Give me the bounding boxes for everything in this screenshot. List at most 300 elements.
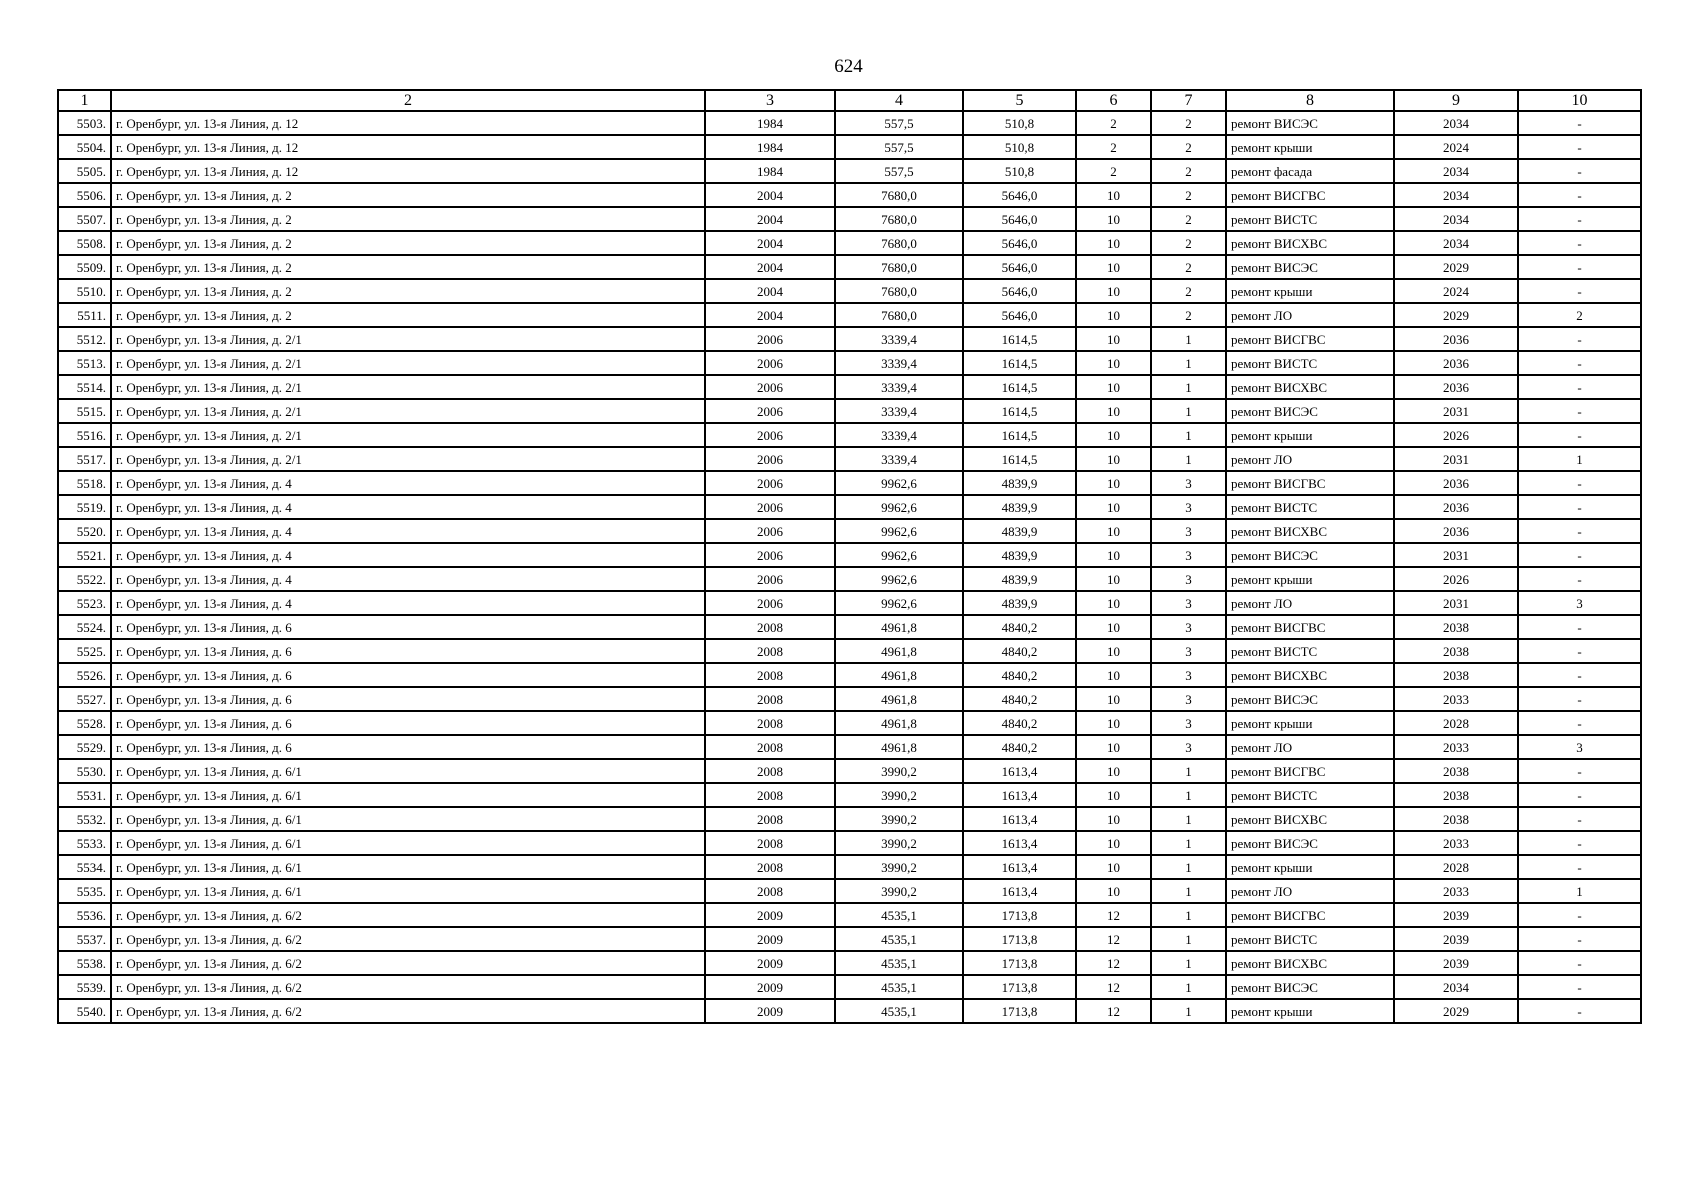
cell-row-number: 5540. (58, 999, 111, 1023)
cell-total-area: 9962,6 (835, 471, 963, 495)
cell-total-area: 3990,2 (835, 831, 963, 855)
cell-planned-year: 2029 (1394, 255, 1518, 279)
cell-living-area: 4839,9 (963, 471, 1076, 495)
cell-total-area: 4961,8 (835, 711, 963, 735)
cell-row-number: 5519. (58, 495, 111, 519)
cell-work-type: ремонт крыши (1226, 279, 1394, 303)
cell-planned-year: 2026 (1394, 567, 1518, 591)
cell-elevator-count: - (1518, 975, 1641, 999)
cell-floors: 10 (1076, 831, 1151, 855)
cell-planned-year: 2039 (1394, 927, 1518, 951)
cell-row-number: 5512. (58, 327, 111, 351)
cell-row-number: 5531. (58, 783, 111, 807)
cell-row-number: 5515. (58, 399, 111, 423)
cell-row-number: 5526. (58, 663, 111, 687)
cell-year-built: 2008 (705, 663, 835, 687)
cell-planned-year: 2038 (1394, 663, 1518, 687)
cell-planned-year: 2039 (1394, 951, 1518, 975)
cell-entrances: 1 (1151, 999, 1226, 1023)
table-row (58, 183, 1641, 207)
cell-address: г. Оренбург, ул. 13-я Линия, д. 6 (111, 687, 705, 711)
cell-work-type: ремонт крыши (1226, 999, 1394, 1023)
cell-row-number: 5522. (58, 567, 111, 591)
cell-address: г. Оренбург, ул. 13-я Линия, д. 2 (111, 183, 705, 207)
cell-floors: 10 (1076, 375, 1151, 399)
cell-entrances: 3 (1151, 543, 1226, 567)
cell-planned-year: 2031 (1394, 543, 1518, 567)
cell-total-area: 3339,4 (835, 351, 963, 375)
cell-year-built: 2008 (705, 855, 835, 879)
cell-entrances: 3 (1151, 735, 1226, 759)
cell-year-built: 2004 (705, 255, 835, 279)
cell-elevator-count: - (1518, 759, 1641, 783)
cell-planned-year: 2036 (1394, 495, 1518, 519)
cell-total-area: 3339,4 (835, 447, 963, 471)
cell-address: г. Оренбург, ул. 13-я Линия, д. 6/2 (111, 903, 705, 927)
cell-address: г. Оренбург, ул. 13-я Линия, д. 12 (111, 111, 705, 135)
cell-elevator-count: - (1518, 567, 1641, 591)
cell-planned-year: 2038 (1394, 759, 1518, 783)
column-header: 7 (1151, 90, 1226, 111)
cell-row-number: 5511. (58, 303, 111, 327)
cell-living-area: 4839,9 (963, 543, 1076, 567)
cell-row-number: 5514. (58, 375, 111, 399)
table-row (58, 351, 1641, 375)
cell-elevator-count: 1 (1518, 879, 1641, 903)
column-header: 10 (1518, 90, 1641, 111)
cell-planned-year: 2038 (1394, 783, 1518, 807)
cell-planned-year: 2028 (1394, 855, 1518, 879)
cell-planned-year: 2033 (1394, 735, 1518, 759)
cell-entrances: 1 (1151, 927, 1226, 951)
cell-elevator-count: - (1518, 639, 1641, 663)
cell-living-area: 1713,8 (963, 999, 1076, 1023)
cell-entrances: 2 (1151, 231, 1226, 255)
cell-address: г. Оренбург, ул. 13-я Линия, д. 2 (111, 303, 705, 327)
cell-year-built: 1984 (705, 135, 835, 159)
cell-row-number: 5518. (58, 471, 111, 495)
cell-planned-year: 2029 (1394, 303, 1518, 327)
cell-elevator-count: - (1518, 351, 1641, 375)
cell-floors: 10 (1076, 495, 1151, 519)
cell-year-built: 2008 (705, 783, 835, 807)
cell-floors: 10 (1076, 399, 1151, 423)
cell-address: г. Оренбург, ул. 13-я Линия, д. 2/1 (111, 375, 705, 399)
cell-total-area: 7680,0 (835, 231, 963, 255)
cell-row-number: 5520. (58, 519, 111, 543)
cell-work-type: ремонт ЛО (1226, 735, 1394, 759)
cell-living-area: 4840,2 (963, 687, 1076, 711)
cell-entrances: 1 (1151, 423, 1226, 447)
cell-work-type: ремонт ВИСТС (1226, 495, 1394, 519)
cell-total-area: 7680,0 (835, 279, 963, 303)
cell-row-number: 5529. (58, 735, 111, 759)
cell-floors: 2 (1076, 135, 1151, 159)
cell-address: г. Оренбург, ул. 13-я Линия, д. 4 (111, 495, 705, 519)
table-row (58, 495, 1641, 519)
table-row (58, 207, 1641, 231)
cell-work-type: ремонт ВИСГВС (1226, 327, 1394, 351)
cell-living-area: 1613,4 (963, 831, 1076, 855)
table-row (58, 759, 1641, 783)
cell-planned-year: 2038 (1394, 807, 1518, 831)
cell-work-type: ремонт крыши (1226, 711, 1394, 735)
cell-address: г. Оренбург, ул. 13-я Линия, д. 6 (111, 711, 705, 735)
table-row (58, 159, 1641, 183)
cell-work-type: ремонт ЛО (1226, 879, 1394, 903)
cell-address: г. Оренбург, ул. 13-я Линия, д. 4 (111, 591, 705, 615)
cell-floors: 12 (1076, 927, 1151, 951)
cell-total-area: 7680,0 (835, 303, 963, 327)
cell-year-built: 2009 (705, 951, 835, 975)
cell-elevator-count: - (1518, 663, 1641, 687)
cell-entrances: 2 (1151, 255, 1226, 279)
cell-work-type: ремонт фасада (1226, 159, 1394, 183)
cell-work-type: ремонт ВИСЭС (1226, 831, 1394, 855)
cell-work-type: ремонт ВИСХВС (1226, 375, 1394, 399)
cell-floors: 10 (1076, 879, 1151, 903)
cell-floors: 10 (1076, 711, 1151, 735)
cell-planned-year: 2034 (1394, 183, 1518, 207)
cell-floors: 10 (1076, 735, 1151, 759)
cell-living-area: 1614,5 (963, 327, 1076, 351)
cell-living-area: 1614,5 (963, 375, 1076, 399)
table-row (58, 567, 1641, 591)
cell-address: г. Оренбург, ул. 13-я Линия, д. 6/2 (111, 951, 705, 975)
cell-work-type: ремонт ЛО (1226, 303, 1394, 327)
cell-living-area: 510,8 (963, 159, 1076, 183)
cell-work-type: ремонт ВИСХВС (1226, 663, 1394, 687)
cell-total-area: 3339,4 (835, 327, 963, 351)
cell-planned-year: 2029 (1394, 999, 1518, 1023)
cell-row-number: 5534. (58, 855, 111, 879)
cell-row-number: 5530. (58, 759, 111, 783)
cell-elevator-count: - (1518, 255, 1641, 279)
cell-address: г. Оренбург, ул. 13-я Линия, д. 2 (111, 207, 705, 231)
cell-living-area: 1713,8 (963, 903, 1076, 927)
cell-total-area: 7680,0 (835, 255, 963, 279)
cell-planned-year: 2036 (1394, 375, 1518, 399)
cell-total-area: 3339,4 (835, 423, 963, 447)
cell-address: г. Оренбург, ул. 13-я Линия, д. 6 (111, 639, 705, 663)
cell-row-number: 5508. (58, 231, 111, 255)
column-header: 6 (1076, 90, 1151, 111)
cell-living-area: 5646,0 (963, 231, 1076, 255)
cell-total-area: 9962,6 (835, 567, 963, 591)
cell-year-built: 2008 (705, 759, 835, 783)
cell-total-area: 9962,6 (835, 591, 963, 615)
cell-living-area: 1713,8 (963, 927, 1076, 951)
cell-planned-year: 2034 (1394, 975, 1518, 999)
cell-address: г. Оренбург, ул. 13-я Линия, д. 6 (111, 615, 705, 639)
cell-year-built: 2009 (705, 927, 835, 951)
cell-floors: 10 (1076, 519, 1151, 543)
cell-year-built: 2009 (705, 903, 835, 927)
cell-total-area: 557,5 (835, 135, 963, 159)
cell-elevator-count: - (1518, 183, 1641, 207)
cell-living-area: 4840,2 (963, 735, 1076, 759)
cell-year-built: 2008 (705, 639, 835, 663)
cell-planned-year: 2034 (1394, 111, 1518, 135)
cell-year-built: 2006 (705, 591, 835, 615)
cell-floors: 10 (1076, 207, 1151, 231)
cell-row-number: 5504. (58, 135, 111, 159)
cell-entrances: 3 (1151, 687, 1226, 711)
cell-living-area: 1613,4 (963, 759, 1076, 783)
cell-row-number: 5521. (58, 543, 111, 567)
cell-planned-year: 2034 (1394, 207, 1518, 231)
table-row (58, 807, 1641, 831)
cell-elevator-count: - (1518, 903, 1641, 927)
cell-planned-year: 2024 (1394, 279, 1518, 303)
cell-address: г. Оренбург, ул. 13-я Линия, д. 12 (111, 135, 705, 159)
cell-planned-year: 2036 (1394, 351, 1518, 375)
cell-entrances: 2 (1151, 111, 1226, 135)
cell-floors: 10 (1076, 279, 1151, 303)
cell-floors: 12 (1076, 999, 1151, 1023)
table-row (58, 111, 1641, 135)
cell-living-area: 4839,9 (963, 567, 1076, 591)
table-row (58, 639, 1641, 663)
cell-entrances: 1 (1151, 951, 1226, 975)
cell-living-area: 4839,9 (963, 591, 1076, 615)
cell-total-area: 3339,4 (835, 375, 963, 399)
cell-floors: 10 (1076, 687, 1151, 711)
table-row (58, 231, 1641, 255)
cell-work-type: ремонт ВИСТС (1226, 927, 1394, 951)
cell-living-area: 1713,8 (963, 975, 1076, 999)
cell-entrances: 1 (1151, 831, 1226, 855)
cell-address: г. Оренбург, ул. 13-я Линия, д. 6/1 (111, 759, 705, 783)
cell-total-area: 4961,8 (835, 735, 963, 759)
table-row (58, 927, 1641, 951)
cell-work-type: ремонт ВИСХВС (1226, 231, 1394, 255)
cell-year-built: 2006 (705, 447, 835, 471)
cell-elevator-count: - (1518, 519, 1641, 543)
cell-planned-year: 2036 (1394, 327, 1518, 351)
cell-floors: 10 (1076, 759, 1151, 783)
cell-entrances: 1 (1151, 855, 1226, 879)
cell-year-built: 2006 (705, 399, 835, 423)
cell-total-area: 3990,2 (835, 759, 963, 783)
cell-total-area: 4535,1 (835, 903, 963, 927)
table-body (58, 111, 1641, 1023)
cell-year-built: 2008 (705, 615, 835, 639)
cell-floors: 10 (1076, 663, 1151, 687)
cell-elevator-count: - (1518, 495, 1641, 519)
cell-elevator-count: 3 (1518, 735, 1641, 759)
cell-row-number: 5535. (58, 879, 111, 903)
cell-work-type: ремонт крыши (1226, 567, 1394, 591)
cell-row-number: 5505. (58, 159, 111, 183)
cell-planned-year: 2031 (1394, 399, 1518, 423)
cell-total-area: 3339,4 (835, 399, 963, 423)
cell-year-built: 2008 (705, 807, 835, 831)
table-row (58, 591, 1641, 615)
cell-row-number: 5510. (58, 279, 111, 303)
cell-elevator-count: - (1518, 111, 1641, 135)
cell-row-number: 5513. (58, 351, 111, 375)
cell-living-area: 4840,2 (963, 639, 1076, 663)
cell-year-built: 2006 (705, 519, 835, 543)
table-row (58, 879, 1641, 903)
page-number: 624 (834, 56, 863, 77)
cell-address: г. Оренбург, ул. 13-я Линия, д. 6 (111, 663, 705, 687)
cell-work-type: ремонт ВИСЭС (1226, 255, 1394, 279)
cell-work-type: ремонт ВИСГВС (1226, 615, 1394, 639)
cell-planned-year: 2033 (1394, 831, 1518, 855)
table-row (58, 519, 1641, 543)
cell-address: г. Оренбург, ул. 13-я Линия, д. 6/2 (111, 999, 705, 1023)
cell-elevator-count: - (1518, 615, 1641, 639)
cell-living-area: 510,8 (963, 135, 1076, 159)
cell-elevator-count: - (1518, 855, 1641, 879)
cell-year-built: 2008 (705, 687, 835, 711)
cell-entrances: 1 (1151, 807, 1226, 831)
cell-year-built: 2008 (705, 879, 835, 903)
cell-elevator-count: - (1518, 423, 1641, 447)
cell-entrances: 3 (1151, 519, 1226, 543)
cell-total-area: 3990,2 (835, 783, 963, 807)
cell-elevator-count: - (1518, 471, 1641, 495)
column-header: 8 (1226, 90, 1394, 111)
cell-entrances: 1 (1151, 879, 1226, 903)
column-number-row (58, 90, 1641, 111)
cell-planned-year: 2031 (1394, 591, 1518, 615)
cell-elevator-count: - (1518, 783, 1641, 807)
cell-year-built: 2009 (705, 999, 835, 1023)
cell-year-built: 1984 (705, 159, 835, 183)
cell-work-type: ремонт ВИСЭС (1226, 543, 1394, 567)
cell-elevator-count: - (1518, 159, 1641, 183)
cell-address: г. Оренбург, ул. 13-я Линия, д. 6/1 (111, 855, 705, 879)
cell-floors: 10 (1076, 423, 1151, 447)
cell-address: г. Оренбург, ул. 13-я Линия, д. 6/1 (111, 783, 705, 807)
cell-living-area: 1613,4 (963, 855, 1076, 879)
cell-floors: 10 (1076, 807, 1151, 831)
cell-living-area: 5646,0 (963, 207, 1076, 231)
cell-floors: 10 (1076, 183, 1151, 207)
cell-elevator-count: - (1518, 711, 1641, 735)
cell-entrances: 3 (1151, 591, 1226, 615)
cell-living-area: 5646,0 (963, 255, 1076, 279)
cell-work-type: ремонт ВИСЭС (1226, 399, 1394, 423)
cell-entrances: 3 (1151, 471, 1226, 495)
cell-floors: 10 (1076, 351, 1151, 375)
cell-entrances: 3 (1151, 711, 1226, 735)
column-header: 2 (111, 90, 705, 111)
table-row (58, 279, 1641, 303)
cell-work-type: ремонт ВИСТС (1226, 207, 1394, 231)
cell-planned-year: 2038 (1394, 639, 1518, 663)
cell-floors: 2 (1076, 159, 1151, 183)
cell-entrances: 3 (1151, 615, 1226, 639)
cell-year-built: 2004 (705, 303, 835, 327)
cell-entrances: 2 (1151, 207, 1226, 231)
cell-address: г. Оренбург, ул. 13-я Линия, д. 6/1 (111, 879, 705, 903)
cell-address: г. Оренбург, ул. 13-я Линия, д. 2/1 (111, 399, 705, 423)
cell-living-area: 1713,8 (963, 951, 1076, 975)
repair-schedule-table (57, 89, 1642, 1024)
cell-work-type: ремонт ВИСГВС (1226, 759, 1394, 783)
cell-year-built: 2006 (705, 351, 835, 375)
cell-work-type: ремонт ВИСХВС (1226, 519, 1394, 543)
table-row (58, 663, 1641, 687)
cell-address: г. Оренбург, ул. 13-я Линия, д. 2/1 (111, 423, 705, 447)
cell-total-area: 3990,2 (835, 879, 963, 903)
cell-elevator-count: - (1518, 279, 1641, 303)
table-row (58, 375, 1641, 399)
cell-total-area: 9962,6 (835, 519, 963, 543)
cell-address: г. Оренбург, ул. 13-я Линия, д. 4 (111, 519, 705, 543)
table-row (58, 783, 1641, 807)
cell-elevator-count: - (1518, 135, 1641, 159)
cell-entrances: 3 (1151, 567, 1226, 591)
cell-work-type: ремонт ВИСЭС (1226, 687, 1394, 711)
cell-living-area: 4839,9 (963, 495, 1076, 519)
cell-floors: 10 (1076, 783, 1151, 807)
cell-total-area: 9962,6 (835, 495, 963, 519)
table-row (58, 687, 1641, 711)
cell-elevator-count: 3 (1518, 591, 1641, 615)
cell-work-type: ремонт ВИСТС (1226, 351, 1394, 375)
cell-work-type: ремонт ЛО (1226, 591, 1394, 615)
cell-floors: 10 (1076, 231, 1151, 255)
cell-work-type: ремонт ВИСГВС (1226, 903, 1394, 927)
cell-work-type: ремонт ВИСГВС (1226, 183, 1394, 207)
cell-year-built: 2006 (705, 471, 835, 495)
cell-elevator-count: - (1518, 999, 1641, 1023)
column-header: 9 (1394, 90, 1518, 111)
cell-planned-year: 2038 (1394, 615, 1518, 639)
cell-row-number: 5527. (58, 687, 111, 711)
cell-total-area: 3990,2 (835, 807, 963, 831)
cell-floors: 10 (1076, 303, 1151, 327)
cell-year-built: 2008 (705, 831, 835, 855)
cell-year-built: 2004 (705, 207, 835, 231)
cell-floors: 10 (1076, 327, 1151, 351)
cell-elevator-count: - (1518, 927, 1641, 951)
cell-row-number: 5509. (58, 255, 111, 279)
table-row (58, 135, 1641, 159)
cell-row-number: 5532. (58, 807, 111, 831)
cell-row-number: 5523. (58, 591, 111, 615)
cell-year-built: 2009 (705, 975, 835, 999)
cell-planned-year: 2033 (1394, 687, 1518, 711)
table-row (58, 543, 1641, 567)
cell-work-type: ремонт ЛО (1226, 447, 1394, 471)
cell-row-number: 5539. (58, 975, 111, 999)
table-row (58, 303, 1641, 327)
cell-living-area: 1614,5 (963, 399, 1076, 423)
cell-living-area: 4840,2 (963, 663, 1076, 687)
cell-year-built: 2004 (705, 183, 835, 207)
cell-row-number: 5507. (58, 207, 111, 231)
cell-living-area: 1614,5 (963, 351, 1076, 375)
cell-entrances: 1 (1151, 399, 1226, 423)
cell-work-type: ремонт крыши (1226, 135, 1394, 159)
cell-planned-year: 2036 (1394, 471, 1518, 495)
cell-entrances: 1 (1151, 351, 1226, 375)
cell-planned-year: 2036 (1394, 519, 1518, 543)
cell-address: г. Оренбург, ул. 13-я Линия, д. 2/1 (111, 447, 705, 471)
cell-entrances: 1 (1151, 783, 1226, 807)
cell-elevator-count: - (1518, 207, 1641, 231)
cell-year-built: 2006 (705, 543, 835, 567)
cell-address: г. Оренбург, ул. 13-я Линия, д. 4 (111, 471, 705, 495)
cell-year-built: 1984 (705, 111, 835, 135)
cell-floors: 2 (1076, 111, 1151, 135)
